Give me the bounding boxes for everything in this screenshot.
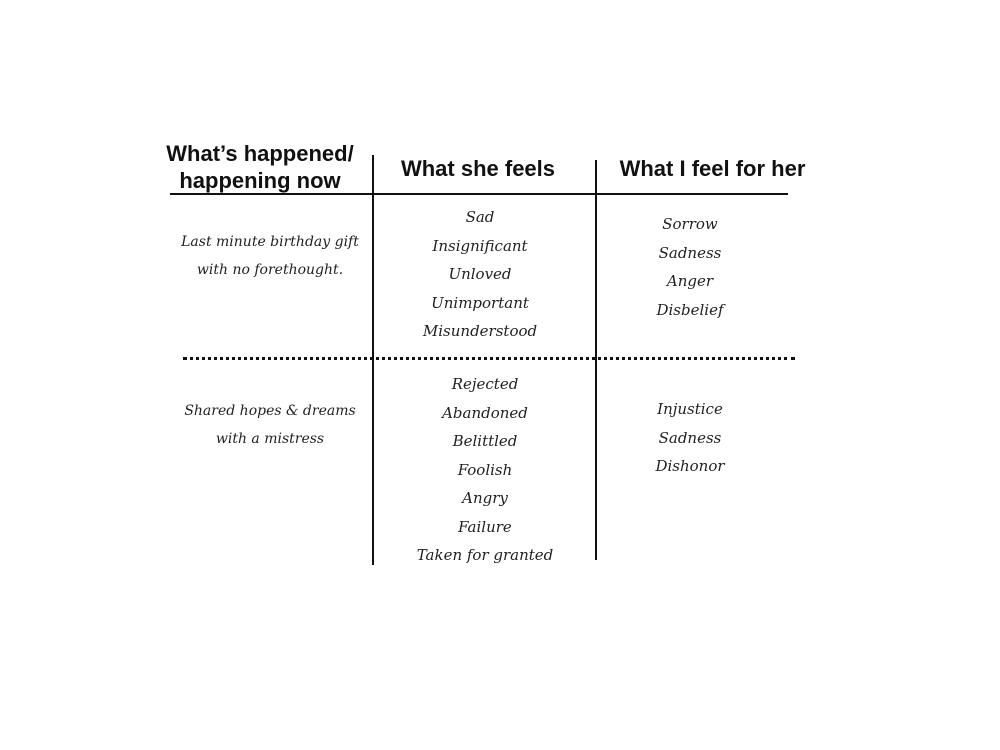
list-item: Failure (458, 517, 512, 536)
row1-i-feel-list (630, 210, 750, 324)
row2-event-line2: with a mistress (215, 431, 325, 447)
list-item: Sad (465, 208, 495, 226)
row2-she-feels-list (405, 370, 565, 570)
list-item: Sorrow (662, 215, 718, 233)
column-divider-2 (595, 160, 597, 560)
list-item: Foolish (457, 460, 513, 479)
header-what-i-feel: What I feel for her (619, 156, 806, 181)
header-what-happened-line2: happening now (179, 168, 341, 193)
list-item: Injustice (657, 400, 723, 418)
list-item: Unimportant (431, 293, 529, 312)
row2-i-feel-list (630, 395, 750, 481)
list-item: Angry (462, 489, 508, 507)
row1-event (165, 228, 375, 284)
list-item: Insignificant (432, 236, 528, 255)
header-what-she-feels: What she feels (400, 156, 556, 181)
header-what-happened-line1: What’s happened/ (166, 141, 354, 166)
header-divider (170, 193, 788, 195)
list-item: Belittled (452, 432, 518, 450)
list-item: Taken for granted (416, 546, 554, 564)
row1-event-line2: with no forethought. (196, 262, 344, 278)
list-item: Misunderstood (422, 322, 538, 340)
list-item: Anger (666, 272, 714, 290)
list-item: Sadness (658, 243, 722, 262)
list-item: Unloved (448, 265, 512, 283)
row1-she-feels-list (410, 203, 550, 346)
list-item: Sadness (658, 428, 722, 447)
header-what-happened (150, 140, 370, 194)
list-item: Dishonor (655, 457, 725, 475)
row-divider-dotted (183, 357, 795, 360)
row2-event (165, 397, 375, 453)
list-item: Rejected (451, 375, 519, 393)
column-divider-1 (372, 155, 374, 565)
list-item: Disbelief (656, 300, 724, 319)
list-item: Abandoned (442, 403, 528, 422)
row1-event-line1: Last minute birthday gift (181, 234, 359, 250)
row2-event-line1: Shared hopes & dreams (184, 403, 356, 419)
